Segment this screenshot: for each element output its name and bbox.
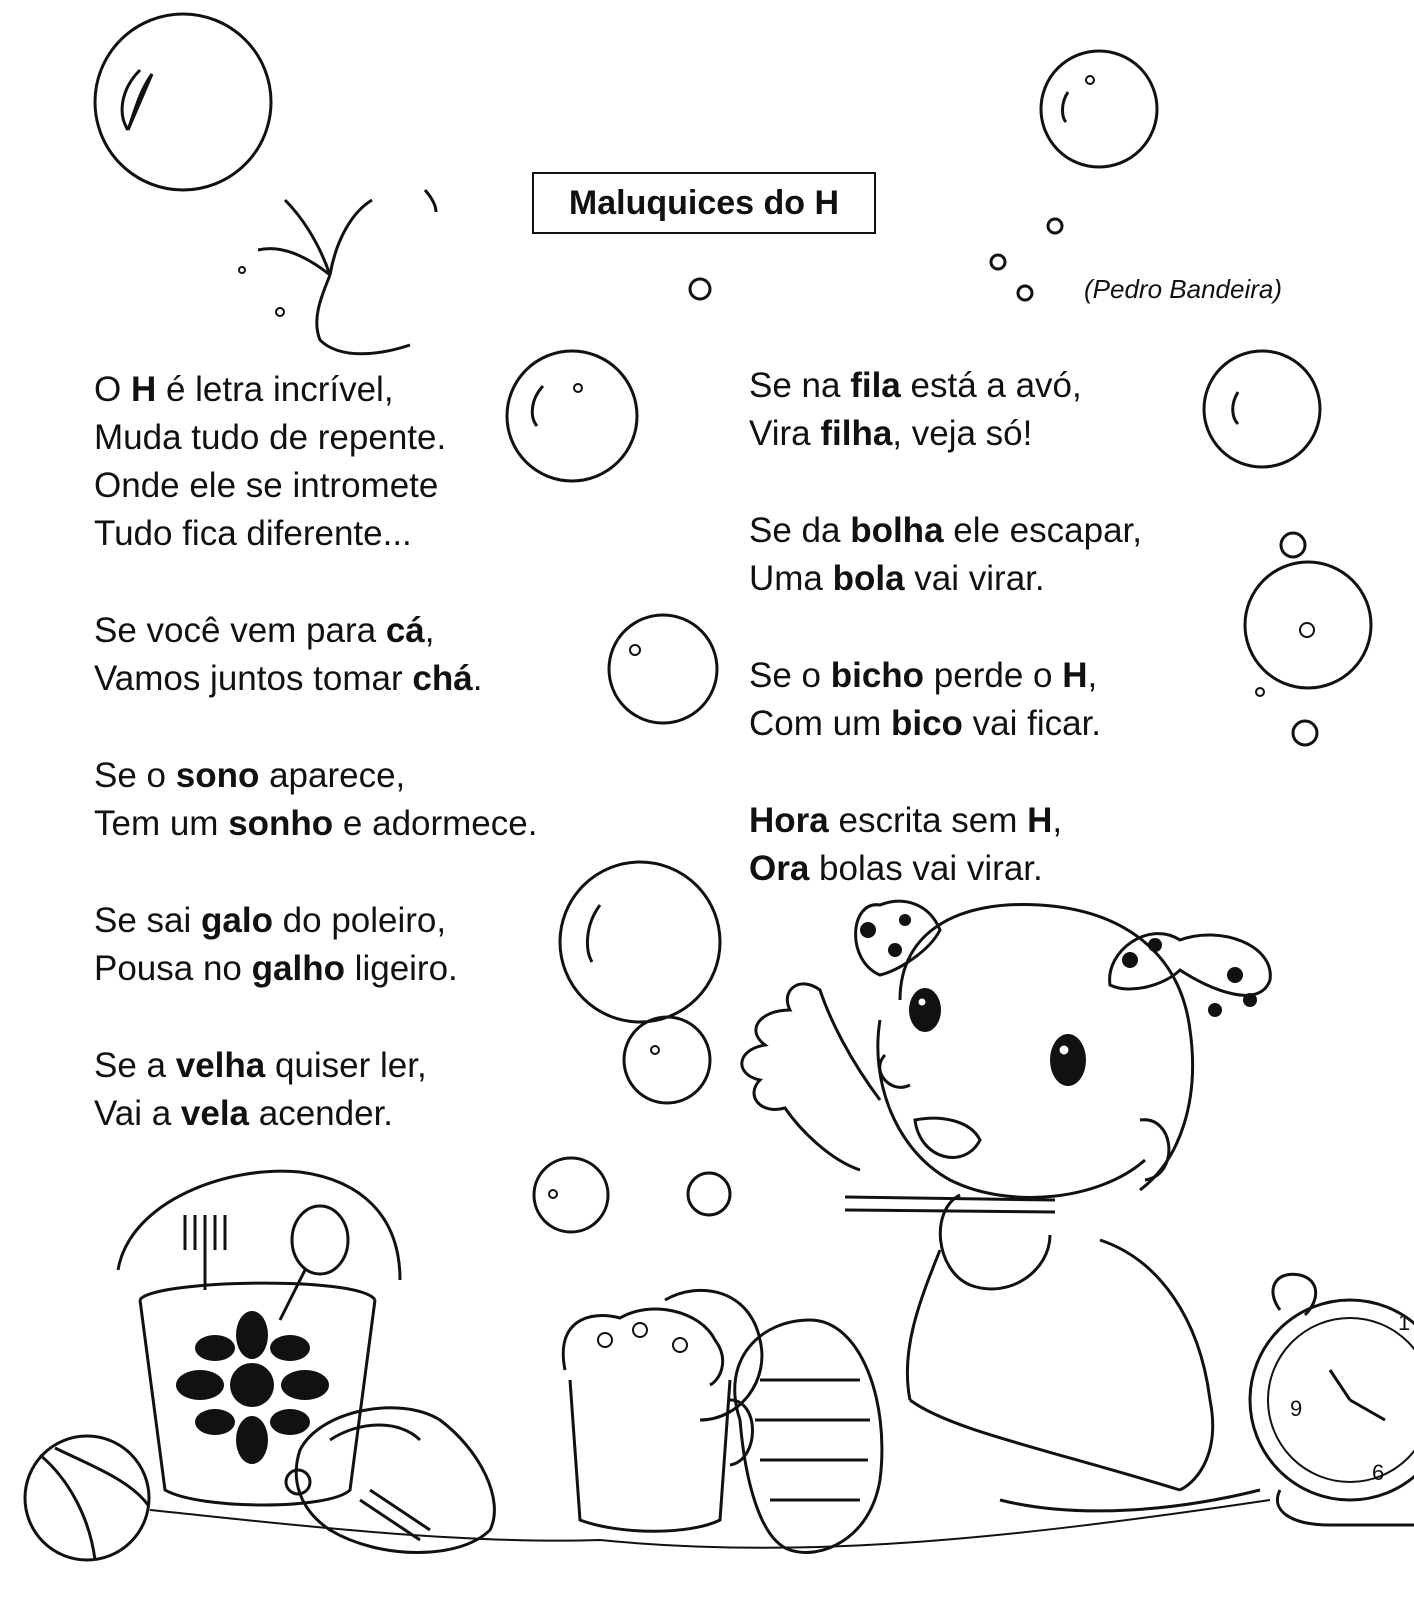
poem-line [94,510,537,558]
bubble-icon [534,1158,608,1232]
poem-text: Muda tudo de repente. [94,418,447,457]
bubble-icon [624,1017,710,1103]
highlighted-word: bolha [850,511,944,550]
poem-text: , [1052,801,1063,840]
poem-text: Se a [94,1046,176,1085]
poem-line [94,462,537,510]
poem-text: e adormece. [333,804,538,843]
poem-text: ligeiro. [344,949,458,988]
poem-text: Se você vem para [94,611,386,650]
poem-text: bolas vai virar. [809,849,1043,888]
bubble-icon [609,615,717,723]
poem-left-column [94,366,537,1187]
poem-line [94,752,537,800]
poem-line [94,607,537,655]
highlighted-word: H [1027,801,1053,840]
poem-text: . [472,659,483,698]
clock-numeral: 9 [1290,1396,1303,1421]
highlighted-word: H [1062,656,1088,695]
highlighted-word: bicho [830,656,925,695]
page-title: Maluquices do H [532,172,876,234]
bucket-icon [118,1171,400,1505]
poem-text: , [1087,656,1098,695]
bubble-icon [1245,562,1371,688]
beach-ball-icon [25,1436,149,1560]
highlighted-word: vela [180,1094,250,1133]
poem-text: Tudo fica diferente... [94,514,412,553]
poem-stanza [94,607,537,703]
poem-text: , veja só! [892,414,1033,453]
poem-line [94,1042,537,1090]
highlighted-word: bola [832,559,905,598]
highlighted-word: cá [385,611,425,650]
poem-line [94,945,537,993]
splash-icon [258,190,436,354]
highlighted-word: sonho [228,804,334,843]
poem-stanza [94,752,537,848]
highlighted-word: bico [890,704,963,743]
poem-line [94,800,537,848]
highlighted-word: galo [201,901,273,940]
poem-text: ele escapar, [943,511,1142,550]
soap-cup-icon [563,1309,752,1531]
poem-text: vai ficar. [962,704,1102,743]
poem-text: Pousa no [94,949,252,988]
bubble-icon [688,1173,730,1215]
highlighted-word: galho [251,949,345,988]
poem-text: O [94,370,131,409]
poem-text: perde o [924,656,1063,695]
poem-text: Se na [749,366,851,405]
poem-stanza [749,507,1142,603]
clock-icon [1250,1274,1414,1525]
poem-line [94,897,537,945]
poem-line [94,1090,537,1138]
poem-text: escrita sem [828,801,1028,840]
poem-line [94,366,537,414]
poem-text: Vira [749,414,821,453]
poem-text: Se da [749,511,851,550]
bubble-icon [1041,51,1157,167]
poem-line [749,700,1142,748]
poem-text: aparece, [259,756,406,795]
poem-text: Com um [749,704,891,743]
poem-text: Se o [749,656,831,695]
poem-line [749,410,1142,458]
poem-line [94,414,537,462]
poem-text: Vamos juntos tomar [94,659,413,698]
poem-text: vai virar. [904,559,1045,598]
poem-text: Onde ele se intromete [94,466,439,505]
poem-stanza [749,797,1142,893]
poem-line [749,797,1142,845]
poem-line [749,507,1142,555]
poem-stanza [94,897,537,993]
poem-line [94,655,537,703]
poem-text: é letra incrível, [156,370,394,409]
bubble-icon [95,14,271,190]
poem-right-column [749,362,1142,942]
poem-text: acender. [249,1094,394,1133]
poem-stanza [94,1042,537,1138]
poem-text: , [424,611,435,650]
bubble-icon [560,862,720,1022]
clock-numeral: 6 [1372,1460,1385,1485]
highlighted-word: H [130,370,157,409]
poem-line [749,652,1142,700]
poem-text: Tem um [94,804,229,843]
poem-text: quiser ler, [265,1046,427,1085]
poem-line [749,555,1142,603]
beach-ball-icon [665,1290,882,1552]
highlighted-word: filha [820,414,893,453]
poem-stanza [94,366,537,558]
highlighted-word: sono [175,756,260,795]
highlighted-word: velha [175,1046,266,1085]
highlighted-word: fila [850,366,901,405]
poem-text: está a avó, [900,366,1082,405]
highlighted-word: chá [412,659,473,698]
poem-text: do poleiro, [272,901,447,940]
seashell-icon [286,1408,494,1553]
poem-stanza [749,362,1142,458]
poem-stanza [749,652,1142,748]
poem-text: Vai a [94,1094,181,1133]
highlighted-word: Ora [749,849,810,888]
poem-text: Se sai [94,901,201,940]
poem-text: Uma [749,559,833,598]
poem-line [749,845,1142,893]
poem-line [749,362,1142,410]
poem-text: Se o [94,756,176,795]
highlighted-word: Hora [749,801,829,840]
author-credit: (Pedro Bandeira) [1084,274,1282,304]
clock-numeral: 1 [1398,1310,1411,1335]
bubble-icon [1204,351,1320,467]
